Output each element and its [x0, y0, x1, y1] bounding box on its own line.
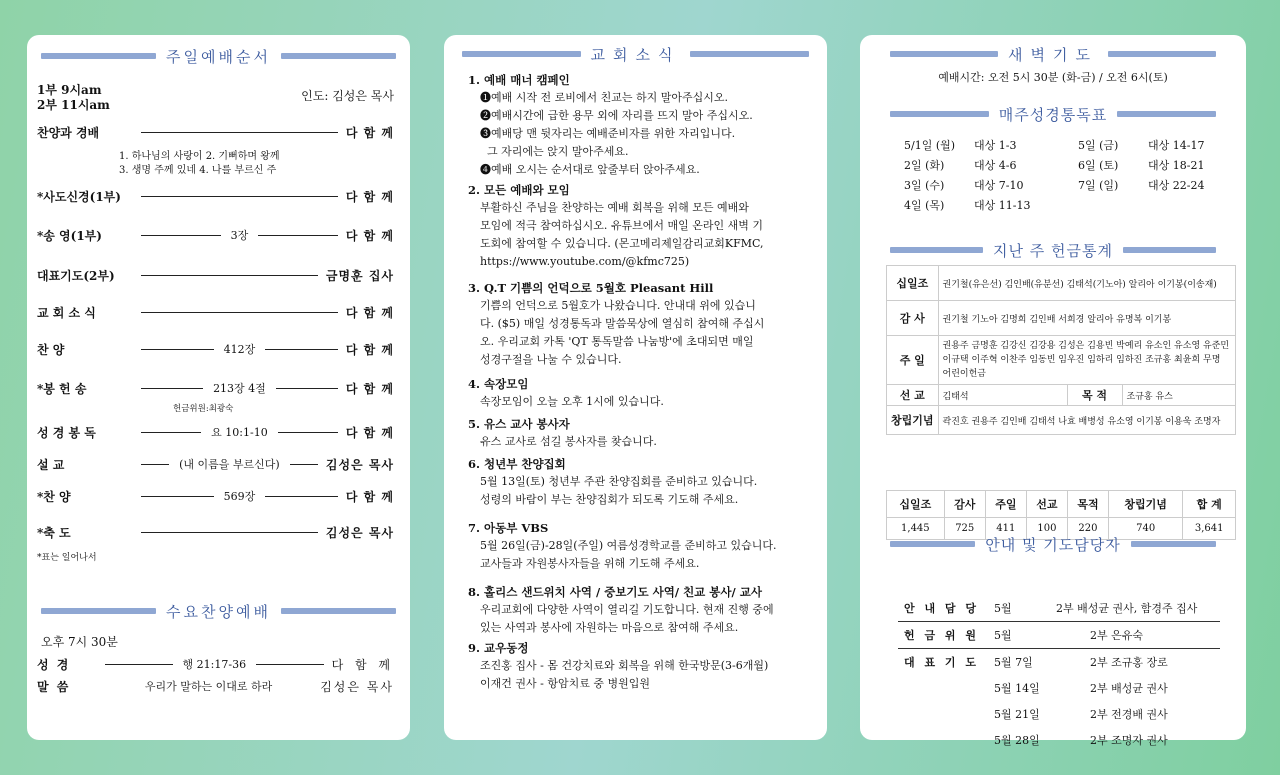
bible-day: 7일 (일): [1078, 179, 1119, 192]
service-row-leader: 다 함 께: [345, 189, 394, 204]
news-item: [468, 375, 809, 411]
dawn-title: 새벽기도: [860, 43, 1246, 65]
footnote: *표는 일어나서: [37, 553, 97, 563]
bible-reading: 대상 14-17: [1148, 139, 1205, 152]
news-item-line: ❹예배 오시는 순서대로 앞줄부터 앉아주세요.: [480, 163, 700, 176]
service-row-leader: 금명훈 집사: [325, 268, 394, 283]
stat-value: 740: [1109, 518, 1183, 540]
info-panel: [860, 35, 1246, 747]
news-item-heading: 7. 아동부 VBS: [468, 521, 549, 535]
service-row: [37, 340, 394, 358]
bible-reading: 대상 22-24: [1148, 179, 1205, 192]
usher-row: 안 내 담 당 5월 2부 배성균 권사, 함경주 집사: [898, 595, 1220, 622]
news-item-line: 교사들과 자원봉사자들을 위해 기도해 주세요.: [480, 557, 700, 570]
news-item: [468, 639, 809, 693]
wednesday-title: 수요찬양예배: [27, 600, 410, 622]
worship-title: 주일예배순서: [27, 45, 410, 67]
bible-reading: 대상 18-21: [1148, 159, 1205, 172]
leader: 인도: 김성은 목사: [301, 89, 394, 103]
stat-header: 주일: [985, 491, 1026, 518]
service-row-detail: 요 10:1-10: [211, 426, 268, 439]
prayer-row: 5월 14일 2부 배성균 권사: [994, 682, 1168, 695]
stat-value: 3,641: [1183, 518, 1236, 540]
offering-committee-row: 헌 금 위 원 5월 2부 은유숙: [898, 622, 1220, 649]
guide-title: 안내 및 기도담당자: [860, 533, 1246, 555]
bible-day: 4일 (목): [904, 199, 945, 212]
hymn-line-2: 3. 생명 주께 있네 4. 나를 부르신 주: [119, 165, 277, 176]
service-row: [37, 123, 394, 141]
bible-reading: 대상 7-10: [974, 179, 1024, 192]
news-item-heading: 8. 홀리스 샌드위치 사역 / 중보기도 사역/ 친교 봉사/ 교사: [468, 585, 762, 599]
service-time-1: 1부 9시am: [37, 83, 102, 97]
service-row-detail: 3장: [230, 229, 249, 242]
worship-panel: [27, 35, 410, 740]
service-row-label: 교 회 소 식: [37, 305, 96, 320]
service-row: [37, 303, 394, 321]
news-item-heading: 5. 유스 교사 봉사자: [468, 417, 570, 431]
news-item-line: 속장모임이 오늘 오후 1시에 있습니다.: [480, 395, 664, 408]
bible-day: 6일 (토): [1078, 159, 1119, 172]
service-row: [37, 487, 394, 505]
news-item-line: 조진홍 집사 - 몸 건강치료와 회복을 위해 한국방문(3-6개월): [480, 659, 769, 672]
news-item-heading: 4. 속장모임: [468, 377, 529, 391]
prayer-row: 5월 28일 2부 조명자 권사: [994, 734, 1168, 747]
news-item-line: ❶예배 시작 전 로비에서 친교는 하지 말아주십시오.: [480, 91, 728, 104]
service-row-leader: 다 함 께: [345, 381, 395, 396]
news-item-line: 모임에 적극 참여하십시오. 유튜브에서 매일 온라인 새벽 기: [480, 219, 763, 232]
stat-header: 선교: [1026, 491, 1067, 518]
service-row-detail: 412장: [223, 343, 256, 356]
service-row-label: 찬 양: [37, 342, 65, 357]
news-item-heading: 6. 청년부 찬양집회: [468, 457, 566, 471]
service-row-label: *봉 헌 송: [37, 381, 87, 396]
bible-reading: 대상 1-3: [974, 139, 1017, 152]
news-item-line: 다. ($5) 매일 성경통독과 말씀묵상에 열심히 참여해 주십시: [480, 317, 765, 330]
service-row-detail: 213장 4절: [213, 382, 266, 395]
stat-header: 감사: [944, 491, 985, 518]
service-row-label: *축 도: [37, 525, 71, 540]
prayer-row: 대 표 기 도 5월 7일 2부 조규홍 장로: [904, 656, 1168, 669]
service-row-label: 성 경 봉 독: [37, 425, 96, 440]
bible-reading: 대상 11-13: [974, 199, 1031, 212]
news-item-heading: 1. 예배 매너 캠페인: [468, 73, 570, 87]
stat-value: 411: [985, 518, 1026, 540]
service-row-leader: 김성은 목사: [325, 525, 394, 540]
service-row: [37, 423, 394, 441]
service-row-label: *송 영(1부): [37, 228, 102, 243]
service-row-label: 설 교: [37, 457, 65, 472]
service-row-leader: 다 함 께: [345, 125, 394, 140]
news-item-line: 5월 26일(금)-28일(주일) 여름성경학교를 준비하고 있습니다.: [480, 539, 777, 552]
news-item: [468, 519, 809, 573]
service-time-2: 2부 11시am: [37, 98, 110, 112]
news-panel: [444, 35, 827, 740]
offering-table: [886, 265, 1236, 435]
service-row: [37, 523, 394, 541]
wednesday-time: 오후 7시 30분: [41, 635, 118, 649]
news-item-line: 그 자리에는 앉지 말아주세요.: [480, 145, 629, 158]
bible-title: 매주성경통독표: [860, 103, 1246, 125]
offering-note: 헌금위원:최광숙: [173, 404, 234, 414]
news-item-line: 성령의 바람이 부는 찬양집회가 되도록 기도해 주세요.: [480, 493, 739, 506]
service-row-leader: 다 함 께: [345, 425, 394, 440]
news-item-line: 도회에 참여할 수 있습니다. (몬고메리제일감리교회KFMC,: [480, 237, 764, 250]
stat-value: 220: [1067, 518, 1108, 540]
news-item: [468, 279, 809, 369]
wednesday-sermon: 말 씀 우리가 말하는 이대로 하라 김성은 목사: [37, 679, 394, 694]
hymn-line-1: 1. 하나님의 사랑이 2. 기뻐하며 왕께: [119, 151, 280, 162]
service-row-label: 대표기도(2부): [37, 268, 115, 283]
service-row-leader: 다 함 께: [345, 489, 395, 504]
offering-row: 주 일 권용주 금명훈 김강신 김강용 김성은 김용빈 박예리 유소인 유소영 유준민 이규택 이주혁 이찬주 임동빈 임우진 임하리 임하진 조규홍 최윤희 무명 어린이헌금: [887, 336, 1236, 385]
news-item-heading: 2. 모든 예배와 모임: [468, 183, 570, 197]
news-item-heading: 9. 교우동정: [468, 641, 529, 655]
service-row: [37, 455, 394, 473]
news-item-line: ❸예배당 맨 뒷자리는 예배준비자를 위한 자리입니다.: [480, 127, 736, 140]
stat-value: 1,445: [887, 518, 945, 540]
bible-day: 5/1일 (월): [904, 139, 956, 152]
service-row-leader: 다 함 께: [345, 305, 394, 320]
service-row-label: 찬양과 경배: [37, 125, 100, 140]
guide-table: [898, 595, 1220, 753]
news-item-line: 이재건 권사 - 항암치료 중 병원입원: [480, 677, 650, 690]
news-item-line: 유스 교사로 섬길 봉사자를 찾습니다.: [480, 435, 657, 448]
stat-header: 십일조: [887, 491, 945, 518]
service-row: [37, 187, 394, 205]
service-row: [37, 379, 394, 397]
news-item-line: 5월 13일(토) 청년부 주관 찬양집회를 준비하고 있습니다.: [480, 475, 758, 488]
offering-row: 감 사 권기철 기노아 김명희 김인배 서희경 알리아 유명복 이기봉: [887, 301, 1236, 336]
bible-day: 3일 (수): [904, 179, 945, 192]
service-row-label: *사도신경(1부): [37, 189, 121, 204]
news-item-line: 오. 우리교회 카톡 'QT 통독말씀 나눔방'에 초대되면 매일: [480, 335, 754, 348]
offering-row: 선 교 김태석 목 적 조규홍 유스: [887, 385, 1236, 406]
news-item-line: 성경구절을 나눌 수 있습니다.: [480, 353, 622, 366]
news-item-line: 있는 사역과 봉사에 자원하는 마음으로 참여해 주세요.: [480, 621, 739, 634]
stat-value: 725: [944, 518, 985, 540]
service-row: [37, 266, 394, 284]
news-item-line: https://www.youtube.com/@kfmc725): [480, 255, 690, 268]
prayer-row: 5월 21일 2부 전경배 권사: [994, 708, 1168, 721]
bible-day: 2일 (화): [904, 159, 945, 172]
service-row-leader: 김성은 목사: [325, 457, 395, 472]
news-item: [468, 455, 809, 509]
news-item-line: 우리교회에 다양한 사역이 열리길 기도합니다. 현재 진행 중에: [480, 603, 774, 616]
news-item: [468, 415, 809, 451]
bible-reading: 대상 4-6: [974, 159, 1017, 172]
news-item-line: ❷예배시간에 급한 용무 외에 자리를 뜨지 말아 주십시오.: [480, 109, 753, 122]
service-row: [37, 226, 394, 244]
news-item: [468, 71, 809, 179]
service-row-leader: 다 함 께: [345, 228, 395, 243]
news-item-line: 기쁨의 언덕으로 5월호가 나왔습니다. 안내대 위에 있습니: [480, 299, 756, 312]
stat-header: 목적: [1067, 491, 1108, 518]
offering-row: 창립기념 곽진호 권용주 김인배 김태석 나효 배병성 유소영 이기봉 이용욱 조명자: [887, 406, 1236, 435]
offering-row: 십일조 권기철(유은선) 김인배(유분선) 김태석(기노아) 알리아 이기봉(이송재): [887, 266, 1236, 301]
service-row-detail: (내 이름을 부르신다): [179, 458, 280, 471]
news-item: [468, 181, 809, 271]
service-row-label: *찬 양: [37, 489, 71, 504]
news-title: 교회소식: [444, 43, 827, 65]
service-row-detail: 569장: [223, 490, 256, 503]
stat-header: 합 계: [1183, 491, 1236, 518]
stat-value: 100: [1026, 518, 1067, 540]
stat-header: 창립기념: [1109, 491, 1183, 518]
news-item-line: 부활하신 주님을 찬양하는 예배 회복을 위해 모든 예배와: [480, 201, 749, 214]
service-row-leader: 다 함 께: [345, 342, 395, 357]
bible-day: 5일 (금): [1078, 139, 1119, 152]
news-item: [468, 583, 809, 637]
dawn-time: 예배시간: 오전 5시 30분 (화-금) / 오전 6시(토): [938, 71, 1168, 84]
wednesday-scripture: 성 경 행 21:17-36 다 함 께: [37, 657, 395, 672]
offering-title: 지난 주 헌금통계: [860, 239, 1246, 261]
news-item-heading: 3. Q.T 기쁨의 언덕으로 5월호 Pleasant Hill: [468, 281, 714, 295]
